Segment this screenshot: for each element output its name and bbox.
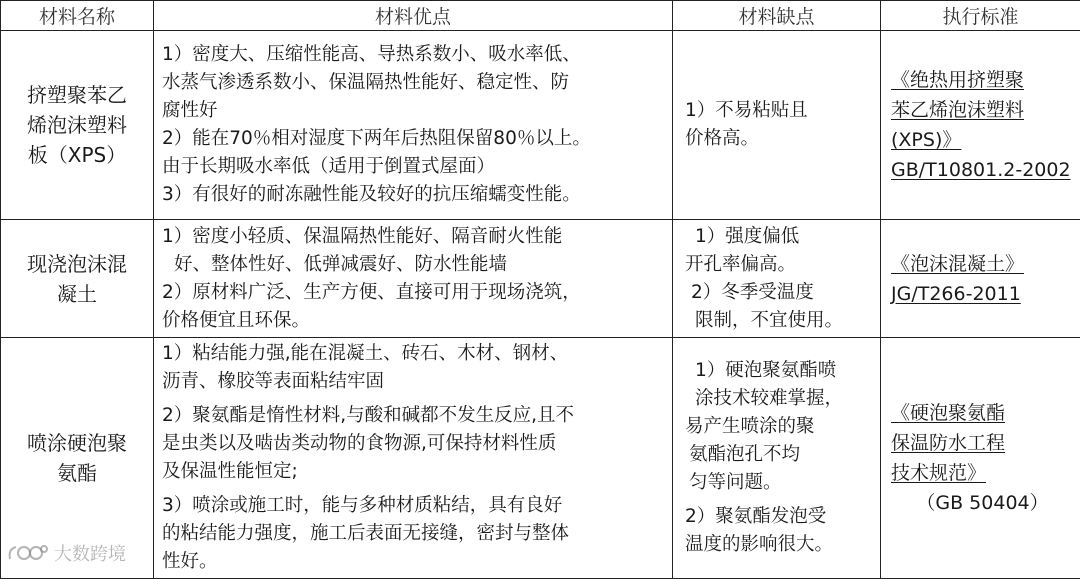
material-name-line: 氨酯 (7, 458, 147, 488)
advantage-line: 1）密度大、压缩性能高、导热系数小、吸水率低、 (162, 41, 664, 69)
advantage-line: 价格便宜且环保。 (162, 307, 664, 335)
standard-line: 保温防水工程 (891, 428, 1074, 458)
disadvantage-line: 1）强度偏低 (685, 223, 874, 251)
standard-cell (881, 338, 1080, 579)
header-disadvantages: 材料缺点 (673, 1, 881, 31)
standard-line: GB/T10801.2-2002 (891, 155, 1074, 185)
advantages-cell (154, 31, 673, 220)
material-name-line: 现浇泡沫混 (7, 249, 147, 279)
material-name-line: 烯泡沫塑料 (7, 110, 147, 140)
disadvantage-line: 氨酯泡孔不均 (685, 441, 874, 469)
material-name-cell (1, 31, 154, 220)
advantage-line: 3）有很好的耐冻融性能及较好的抗压缩蠕变性能。 (162, 181, 664, 209)
disadvantage-line: 温度的影响很大。 (685, 531, 874, 559)
header-row (1, 1, 1080, 31)
material-name-line: 喷涂硬泡聚 (7, 428, 147, 458)
table-row (1, 31, 1080, 220)
advantages-cell (154, 338, 673, 579)
disadvantage-line: 2）冬季受温度 (685, 279, 874, 307)
advantage-line: 2）能在70％相对湿度下两年后热阻保留80％以上。 (162, 125, 664, 153)
advantage-line: 水蒸气渗透系数小、保温隔热性能好、稳定性、防 (162, 69, 664, 97)
advantage-line: 腐性好 (162, 97, 664, 125)
disadvantage-line: 限制，不宜使用。 (685, 307, 874, 335)
disadvantages-cell (673, 338, 881, 579)
brand-logo-icon (6, 541, 50, 565)
advantage-line: 2）原材料广泛、生产方便、直接可用于现场浇筑， (162, 279, 664, 307)
material-name-line: 板（XPS） (7, 140, 147, 170)
standard-line: (XPS)》 (891, 125, 1074, 155)
disadvantages-cell (673, 220, 881, 338)
watermark (6, 540, 126, 566)
standard-line: 《绝热用挤塑聚 (891, 65, 1074, 95)
table-row (1, 220, 1080, 338)
advantage-line: 由于长期吸水率低（适用于倒置式屋面） (162, 153, 664, 181)
disadvantage-line: 价格高。 (685, 125, 874, 153)
material-name-line: 凝土 (7, 279, 147, 309)
standard-cell (881, 220, 1080, 338)
advantage-line: 3）喷涂或施工时，能与多种材质粘结，具有良好 (162, 492, 664, 520)
disadvantage-line: 1）硬泡聚氨酯喷 (685, 357, 874, 385)
advantage-line: 性好。 (162, 548, 664, 576)
material-name-line: 挤塑聚苯乙 (7, 80, 147, 110)
header-advantages: 材料优点 (154, 1, 673, 31)
header-standard: 执行标准 (881, 1, 1080, 31)
disadvantage-line: 1）不易粘贴且 (685, 97, 874, 125)
standard-line: JG/T266-2011 (891, 279, 1074, 309)
standard-line: 《硬泡聚氨酯 (891, 398, 1074, 428)
disadvantages-cell (673, 31, 881, 220)
disadvantage-line: 匀等问题。 (685, 469, 874, 497)
advantage-line: 的粘结能力强度，施工后表面无接缝，密封与整体 (162, 520, 664, 548)
advantage-line: 沥青、橡胶等表面粘结牢固 (162, 368, 664, 396)
disadvantage-line: 开孔率偏高。 (685, 251, 874, 279)
standard-line: （GB 50404） (891, 488, 1074, 518)
advantage-line: 是虫类以及啮齿类动物的食物源,可保持材料性质 (162, 430, 664, 458)
advantage-line: 2）聚氨酯是惰性材料,与酸和碱都不发生反应,且不 (162, 402, 664, 430)
disadvantage-line: 易产生喷涂的聚 (685, 413, 874, 441)
standard-cell (881, 31, 1080, 220)
advantage-line: 1）粘结能力强,能在混凝土、砖石、木材、钢材、 (162, 340, 664, 368)
advantage-line: 及保温性能恒定; (162, 458, 664, 486)
advantage-line: 好、整体性好、低弹减震好、防水性能墙 (162, 251, 664, 279)
standard-line: 苯乙烯泡沫塑料 (891, 95, 1074, 125)
standard-line: 《泡沫混凝土》 (891, 249, 1074, 279)
advantage-line: 1）密度小轻质、保温隔热性能好、隔音耐火性能 (162, 223, 664, 251)
material-name-cell (1, 220, 154, 338)
standard-line: 技术规范》 (891, 458, 1074, 488)
header-material-name: 材料名称 (1, 1, 154, 31)
table-row (1, 338, 1080, 579)
disadvantage-line: 2）聚氨酯发泡受 (685, 503, 874, 531)
disadvantage-line: 涂技术较难掌握， (685, 385, 874, 413)
watermark-text: 大数跨境 (54, 540, 126, 566)
advantages-cell (154, 220, 673, 338)
